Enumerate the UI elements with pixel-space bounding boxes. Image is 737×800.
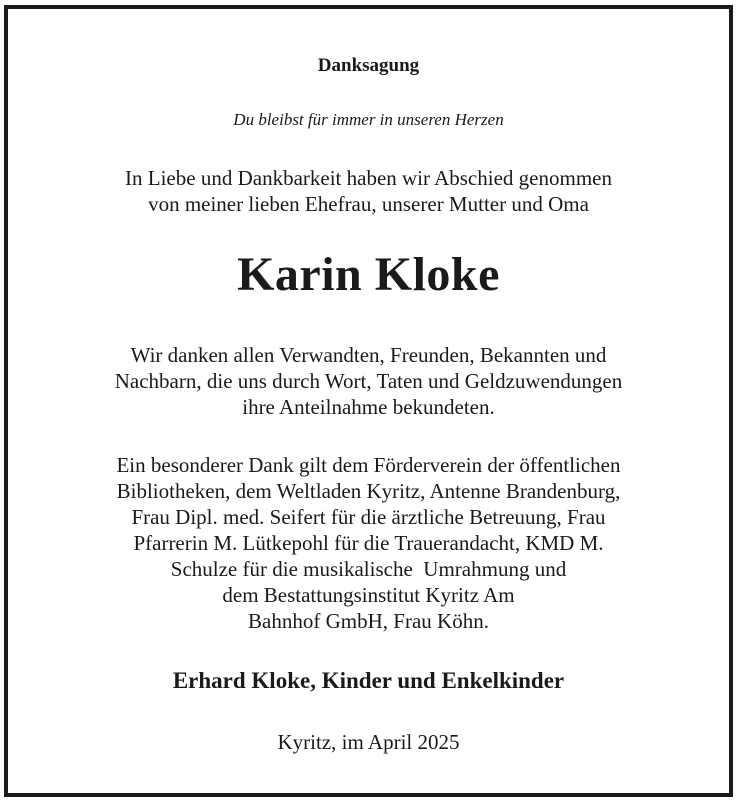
special-thanks-line: Pfarrerin M. Lütkepohl für die Trauerandacht, KMD M. [133,531,604,555]
thanks-line: ihre Anteilnahme bekundeten. [242,395,495,419]
obituary-notice-frame [4,5,733,797]
notice-subtitle: Du bleibst für immer in unseren Herzen [233,110,504,129]
special-thanks-line: Bahnhof GmbH, Frau Köhn. [248,609,489,633]
signature: Erhard Kloke, Kinder und Enkelkinder [172,668,565,693]
thanks-text [8,342,729,420]
special-thanks-line: Ein besonderer Dank gilt dem Förderverein der öffentlichen [116,453,621,477]
intro-text [8,165,729,217]
special-thanks-line: Schulze für die musikalische Umrahmung und [170,557,567,581]
thanks-line: Wir danken allen Verwandten, Freunden, Bekannten und [130,343,607,367]
special-thanks-line: dem Bestattungsinstitut Kyritz Am [222,583,515,607]
special-thanks-line: Bibliotheken, dem Weltladen Kyritz, Antenne Brandenburg, [116,479,621,503]
intro-line: von meiner lieben Ehefrau, unserer Mutter und Oma [148,192,589,216]
intro-line: In Liebe und Dankbarkeit haben wir Abschied genommen [125,166,612,190]
special-thanks-line: Frau Dipl. med. Seifert für die ärztliche Betreuung, Frau [131,505,606,529]
thanks-line: Nachbarn, die uns durch Wort, Taten und Geldzuwendungen [114,369,623,393]
notice-title: Danksagung [317,55,420,76]
deceased-name: Karin Kloke [237,248,500,301]
special-thanks-text [8,452,729,634]
place-date: Kyritz, im April 2025 [277,730,460,754]
